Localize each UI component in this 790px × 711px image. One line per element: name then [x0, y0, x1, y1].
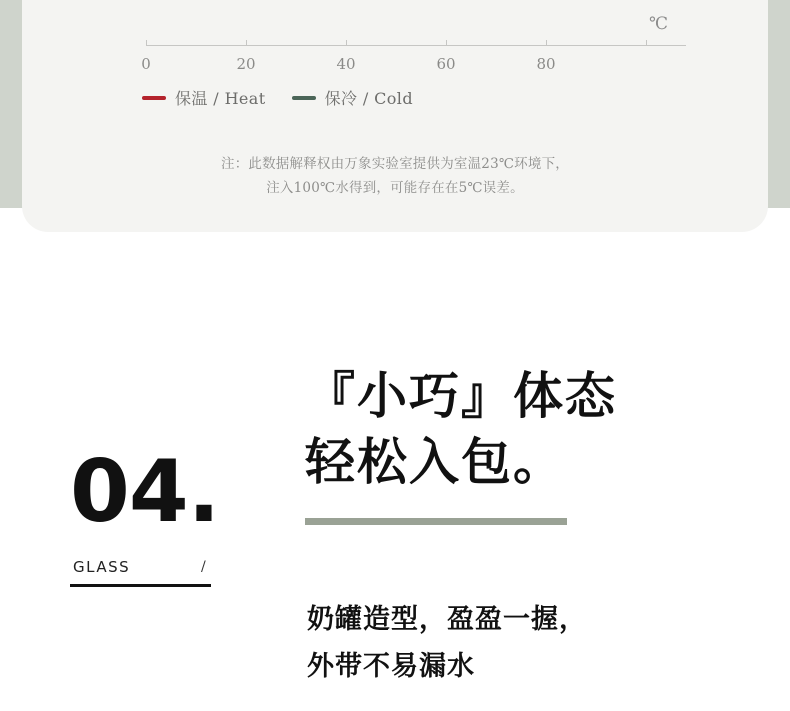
chart-card: [22, 0, 768, 232]
feature-section: [0, 238, 790, 711]
headline-line-1: 『小巧』体态: [305, 367, 617, 425]
legend-swatch-icon: [292, 96, 316, 100]
axis-tick-label: 20: [236, 55, 256, 73]
axis-tick-label: 80: [536, 55, 556, 73]
chart-panel: [0, 0, 790, 238]
axis-tick-label: 60: [436, 55, 456, 73]
section-number-caption-row: [70, 558, 210, 588]
subcopy-line-1: 奶罐造型，盈盈一握，: [307, 604, 587, 635]
chart-axis-line: [146, 45, 686, 46]
chart-note: [22, 152, 768, 200]
legend-label: 保温 / Heat: [175, 89, 266, 108]
axis-tick: [546, 40, 547, 46]
subcopy-line-2: 外带不易漏水: [307, 651, 475, 682]
axis-tick: [446, 40, 447, 46]
legend-label: 保冷 / Cold: [324, 89, 413, 108]
chart-legend: [142, 86, 413, 109]
axis-tick-label: 40: [336, 55, 356, 73]
subcopy: [307, 596, 587, 690]
section-number: 04.: [70, 442, 220, 542]
section-number-caption: GLASS: [73, 558, 131, 576]
axis-unit-label: ℃: [649, 14, 669, 34]
section-number-slash: /: [201, 559, 206, 575]
section-number-block: [70, 442, 285, 588]
headline-underline: [305, 518, 567, 525]
axis-tick: [146, 40, 147, 46]
section-number-rule: [70, 584, 211, 587]
legend-item-cold: [292, 86, 413, 109]
axis-tick: [346, 40, 347, 46]
legend-swatch-icon: [142, 96, 166, 100]
headline: [305, 363, 725, 495]
headline-line-2: 轻松入包。: [305, 433, 565, 491]
legend-item-heat: [142, 86, 266, 109]
axis-tick: [646, 40, 647, 46]
chart-note-line-2: 注入100℃水得到，可能存在在5℃误差。: [266, 180, 524, 196]
chart-note-line-1: 注：此数据解释权由万象实验室提供为室温23℃环境下，: [221, 156, 569, 172]
axis-tick-label: 0: [141, 55, 151, 73]
axis-tick: [246, 40, 247, 46]
